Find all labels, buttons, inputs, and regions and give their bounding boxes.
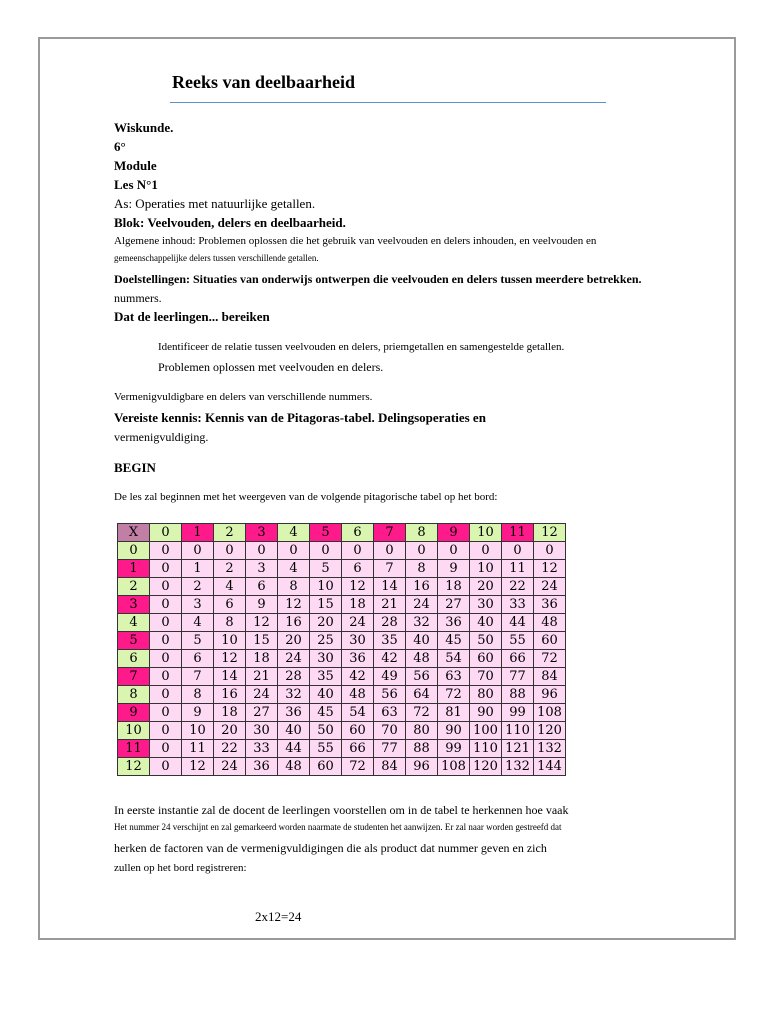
table-cell: 8 [278, 578, 310, 596]
table-cell: 120 [534, 722, 566, 740]
table-cell: 2 [182, 578, 214, 596]
bullet-item-1: Identificeer de relatie tussen veelvouden en delers, priemgetallen en samengestelde getallen. [158, 341, 565, 353]
table-cell: 44 [278, 740, 310, 758]
bullet-item-2: Problemen oplossen met veelvouden en delers. [158, 360, 384, 374]
table-cell: 40 [406, 632, 438, 650]
table-cell: 30 [246, 722, 278, 740]
table-cell: 4 [214, 578, 246, 596]
table-row-header: 8 [118, 686, 150, 704]
table-cell: 49 [374, 668, 406, 686]
table-cell: 80 [406, 722, 438, 740]
table-cell: 32 [278, 686, 310, 704]
table-column-header: 8 [406, 524, 438, 542]
table-cell: 0 [470, 542, 502, 560]
table-cell: 80 [470, 686, 502, 704]
table-cell: 0 [150, 650, 182, 668]
table-cell: 60 [310, 758, 342, 776]
table-column-header: 3 [246, 524, 278, 542]
table-cell: 81 [438, 704, 470, 722]
table-column-header: 11 [502, 524, 534, 542]
table-cell: 20 [470, 578, 502, 596]
table-cell: 108 [438, 758, 470, 776]
table-cell: 0 [342, 542, 374, 560]
prerequisites-line-2: vermenigvuldiging. [114, 430, 209, 444]
title-underline [170, 102, 606, 103]
table-column-header: 6 [342, 524, 374, 542]
achieve-line: Dat de leerlingen... bereiken [114, 309, 270, 324]
table-cell: 24 [246, 686, 278, 704]
table-cell: 12 [342, 578, 374, 596]
table-cell: 7 [182, 668, 214, 686]
table-cell: 5 [310, 560, 342, 578]
table-cell: 0 [150, 722, 182, 740]
table-cell: 70 [470, 668, 502, 686]
table-cell: 36 [438, 614, 470, 632]
table-cell: 18 [342, 596, 374, 614]
table-cell: 33 [502, 596, 534, 614]
objectives-line-2: nummers. [114, 291, 162, 305]
table-cell: 0 [150, 668, 182, 686]
table-row [118, 578, 566, 596]
table-cell: 27 [438, 596, 470, 614]
table-cell: 0 [182, 542, 214, 560]
table-cell: 48 [534, 614, 566, 632]
formula: 2x12=24 [255, 909, 302, 924]
table-cell: 16 [278, 614, 310, 632]
block-line: Blok: Veelvouden, delers en deelbaarheid. [114, 215, 346, 230]
subject-line: Wiskunde. [114, 120, 174, 135]
paragraph-line-3: herken de factoren van de vermenigvuldigingen die als product dat nummer geven en zich [114, 841, 547, 855]
table-row [118, 596, 566, 614]
table-cell: 9 [246, 596, 278, 614]
table-cell: 36 [278, 704, 310, 722]
table-cell: 12 [214, 650, 246, 668]
general-content-line-1: Algemene inhoud: Problemen oplossen die het gebruik van veelvouden en delers inhouden, en veelvouden en [114, 235, 597, 247]
table-cell: 0 [150, 686, 182, 704]
table-cell: 8 [214, 614, 246, 632]
table-cell: 44 [502, 614, 534, 632]
table-cell: 24 [342, 614, 374, 632]
table-cell: 35 [374, 632, 406, 650]
table-cell: 108 [534, 704, 566, 722]
table-cell: 36 [534, 596, 566, 614]
table-cell: 22 [214, 740, 246, 758]
table-cell: 7 [374, 560, 406, 578]
table-cell: 0 [406, 542, 438, 560]
table-cell: 10 [470, 560, 502, 578]
table-row-header: 2 [118, 578, 150, 596]
table-cell: 0 [150, 740, 182, 758]
table-cell: 99 [438, 740, 470, 758]
table-cell: 12 [246, 614, 278, 632]
table-cell: 77 [374, 740, 406, 758]
table-cell: 88 [502, 686, 534, 704]
table-row [118, 614, 566, 632]
intro-line: De les zal beginnen met het weergeven van de volgende pitagorische tabel op het bord: [114, 491, 498, 503]
table-cell: 54 [438, 650, 470, 668]
table-cell: 36 [246, 758, 278, 776]
table-row [118, 560, 566, 578]
table-cell: 12 [182, 758, 214, 776]
table-cell: 144 [534, 758, 566, 776]
divisors-line: Vermenigvuldigbare en delers van verschillende nummers. [114, 391, 373, 403]
table-cell: 110 [502, 722, 534, 740]
table-cell: 9 [182, 704, 214, 722]
table-cell: 24 [214, 758, 246, 776]
table-cell: 0 [150, 542, 182, 560]
table-cell: 40 [310, 686, 342, 704]
table-corner-cell: X [118, 524, 150, 542]
table-cell: 132 [534, 740, 566, 758]
document-title: Reeks van deelbaarheid [172, 72, 356, 92]
table-cell: 16 [406, 578, 438, 596]
table-cell: 64 [406, 686, 438, 704]
table-cell: 77 [502, 668, 534, 686]
table-row-header: 11 [118, 740, 150, 758]
table-cell: 5 [182, 632, 214, 650]
table-cell: 24 [534, 578, 566, 596]
table-cell: 54 [342, 704, 374, 722]
table-cell: 84 [374, 758, 406, 776]
table-cell: 21 [246, 668, 278, 686]
table-cell: 14 [214, 668, 246, 686]
table-cell: 18 [214, 704, 246, 722]
table-cell: 110 [470, 740, 502, 758]
axis-line: As: Operaties met natuurlijke getallen. [114, 196, 316, 211]
table-column-header: 0 [150, 524, 182, 542]
module-line: Module [114, 158, 157, 173]
table-cell: 60 [342, 722, 374, 740]
table-cell: 0 [278, 542, 310, 560]
table-cell: 66 [502, 650, 534, 668]
table-cell: 99 [502, 704, 534, 722]
table-cell: 25 [310, 632, 342, 650]
table-column-header: 12 [534, 524, 566, 542]
table-cell: 72 [438, 686, 470, 704]
table-cell: 90 [470, 704, 502, 722]
table-cell: 0 [150, 704, 182, 722]
table-cell: 18 [246, 650, 278, 668]
table-cell: 55 [310, 740, 342, 758]
table-column-header: 2 [214, 524, 246, 542]
table-cell: 56 [406, 668, 438, 686]
table-cell: 100 [470, 722, 502, 740]
pythagoras-table [117, 523, 566, 776]
table-cell: 66 [342, 740, 374, 758]
table-cell: 121 [502, 740, 534, 758]
table-cell: 35 [310, 668, 342, 686]
table-cell: 24 [278, 650, 310, 668]
table-cell: 20 [214, 722, 246, 740]
table-column-header: 4 [278, 524, 310, 542]
table-cell: 36 [342, 650, 374, 668]
table-cell: 33 [246, 740, 278, 758]
table-row-header: 0 [118, 542, 150, 560]
table-cell: 0 [214, 542, 246, 560]
objectives-line-1: Doelstellingen: Situaties van onderwijs ontwerpen die veelvouden en delers tussen meerdere betrekken. [114, 272, 642, 286]
table-cell: 56 [374, 686, 406, 704]
table-row-header: 6 [118, 650, 150, 668]
table-row [118, 650, 566, 668]
table-cell: 10 [214, 632, 246, 650]
table-cell: 40 [278, 722, 310, 740]
table-cell: 0 [150, 560, 182, 578]
table-cell: 30 [470, 596, 502, 614]
table-cell: 55 [502, 632, 534, 650]
table-cell: 90 [438, 722, 470, 740]
table-cell: 3 [246, 560, 278, 578]
table-row [118, 542, 566, 560]
table-cell: 63 [438, 668, 470, 686]
table-cell: 0 [310, 542, 342, 560]
table-cell: 1 [182, 560, 214, 578]
table-column-header: 9 [438, 524, 470, 542]
table-column-header: 1 [182, 524, 214, 542]
table-cell: 6 [342, 560, 374, 578]
table-cell: 48 [278, 758, 310, 776]
begin-heading: BEGIN [114, 460, 156, 475]
table-cell: 28 [374, 614, 406, 632]
lesson-line: Les N°1 [114, 177, 158, 192]
table-cell: 24 [406, 596, 438, 614]
table-row [118, 758, 566, 776]
table-row-header: 1 [118, 560, 150, 578]
table-cell: 0 [374, 542, 406, 560]
table-row-header: 7 [118, 668, 150, 686]
table-cell: 60 [470, 650, 502, 668]
table-cell: 72 [534, 650, 566, 668]
table-column-header: 7 [374, 524, 406, 542]
table-cell: 72 [342, 758, 374, 776]
table-row-header: 9 [118, 704, 150, 722]
table-cell: 12 [534, 560, 566, 578]
table-cell: 40 [470, 614, 502, 632]
table-cell: 32 [406, 614, 438, 632]
paragraph-line-2: Het nummer 24 verschijnt en zal gemarkeerd worden naarmate de studenten het aanwijzen. Er zal naar worden gestreefd dat [114, 822, 562, 832]
table-row-header: 12 [118, 758, 150, 776]
table-cell: 3 [182, 596, 214, 614]
table-row-header: 3 [118, 596, 150, 614]
table-cell: 4 [278, 560, 310, 578]
table-cell: 96 [534, 686, 566, 704]
table-cell: 16 [214, 686, 246, 704]
table-row-header: 4 [118, 614, 150, 632]
table-cell: 48 [342, 686, 374, 704]
table-cell: 0 [150, 632, 182, 650]
table-cell: 0 [534, 542, 566, 560]
table-row [118, 686, 566, 704]
table-cell: 21 [374, 596, 406, 614]
table-cell: 0 [150, 596, 182, 614]
table-cell: 10 [310, 578, 342, 596]
table-cell: 0 [150, 578, 182, 596]
table-cell: 45 [438, 632, 470, 650]
table-cell: 50 [310, 722, 342, 740]
table-cell: 14 [374, 578, 406, 596]
grade-line: 6° [114, 139, 126, 154]
table-cell: 20 [310, 614, 342, 632]
table-row [118, 722, 566, 740]
table-cell: 0 [150, 758, 182, 776]
table-cell: 30 [310, 650, 342, 668]
table-cell: 120 [470, 758, 502, 776]
paragraph-line-1: In eerste instantie zal de docent de leerlingen voorstellen om in de tabel te herkennen hoe vaak [114, 803, 569, 817]
table-cell: 60 [534, 632, 566, 650]
table-cell: 6 [246, 578, 278, 596]
table-cell: 88 [406, 740, 438, 758]
table-cell: 72 [406, 704, 438, 722]
table-cell: 63 [374, 704, 406, 722]
table-cell: 10 [182, 722, 214, 740]
table-cell: 48 [406, 650, 438, 668]
table-cell: 15 [246, 632, 278, 650]
table-cell: 0 [150, 614, 182, 632]
table-cell: 8 [182, 686, 214, 704]
table-cell: 27 [246, 704, 278, 722]
table-row [118, 668, 566, 686]
table-cell: 22 [502, 578, 534, 596]
table-row-header: 5 [118, 632, 150, 650]
prerequisites-line-1: Vereiste kennis: Kennis van de Pitagoras-tabel. Delingsoperaties en [114, 410, 486, 425]
table-cell: 12 [278, 596, 310, 614]
table-cell: 50 [470, 632, 502, 650]
table-cell: 28 [278, 668, 310, 686]
table-cell: 70 [374, 722, 406, 740]
table-header-row [118, 524, 566, 542]
table-cell: 6 [182, 650, 214, 668]
table-cell: 84 [534, 668, 566, 686]
table-cell: 0 [502, 542, 534, 560]
table-cell: 11 [502, 560, 534, 578]
table-cell: 18 [438, 578, 470, 596]
table-cell: 2 [214, 560, 246, 578]
table-cell: 96 [406, 758, 438, 776]
table-cell: 132 [502, 758, 534, 776]
table-cell: 11 [182, 740, 214, 758]
table-row [118, 632, 566, 650]
table-cell: 0 [438, 542, 470, 560]
table-cell: 15 [310, 596, 342, 614]
table-cell: 0 [246, 542, 278, 560]
table-cell: 8 [406, 560, 438, 578]
table-cell: 20 [278, 632, 310, 650]
table-cell: 4 [182, 614, 214, 632]
table-row [118, 704, 566, 722]
table-cell: 30 [342, 632, 374, 650]
table-cell: 42 [374, 650, 406, 668]
table-column-header: 5 [310, 524, 342, 542]
table-row-header: 10 [118, 722, 150, 740]
paragraph-line-4: zullen op het bord registreren: [114, 862, 247, 874]
table-column-header: 10 [470, 524, 502, 542]
table-cell: 45 [310, 704, 342, 722]
general-content-line-2: gemeenschappelijke delers tussen verschillende getallen. [114, 253, 319, 263]
table-cell: 9 [438, 560, 470, 578]
table-cell: 42 [342, 668, 374, 686]
table-cell: 6 [214, 596, 246, 614]
table-row [118, 740, 566, 758]
